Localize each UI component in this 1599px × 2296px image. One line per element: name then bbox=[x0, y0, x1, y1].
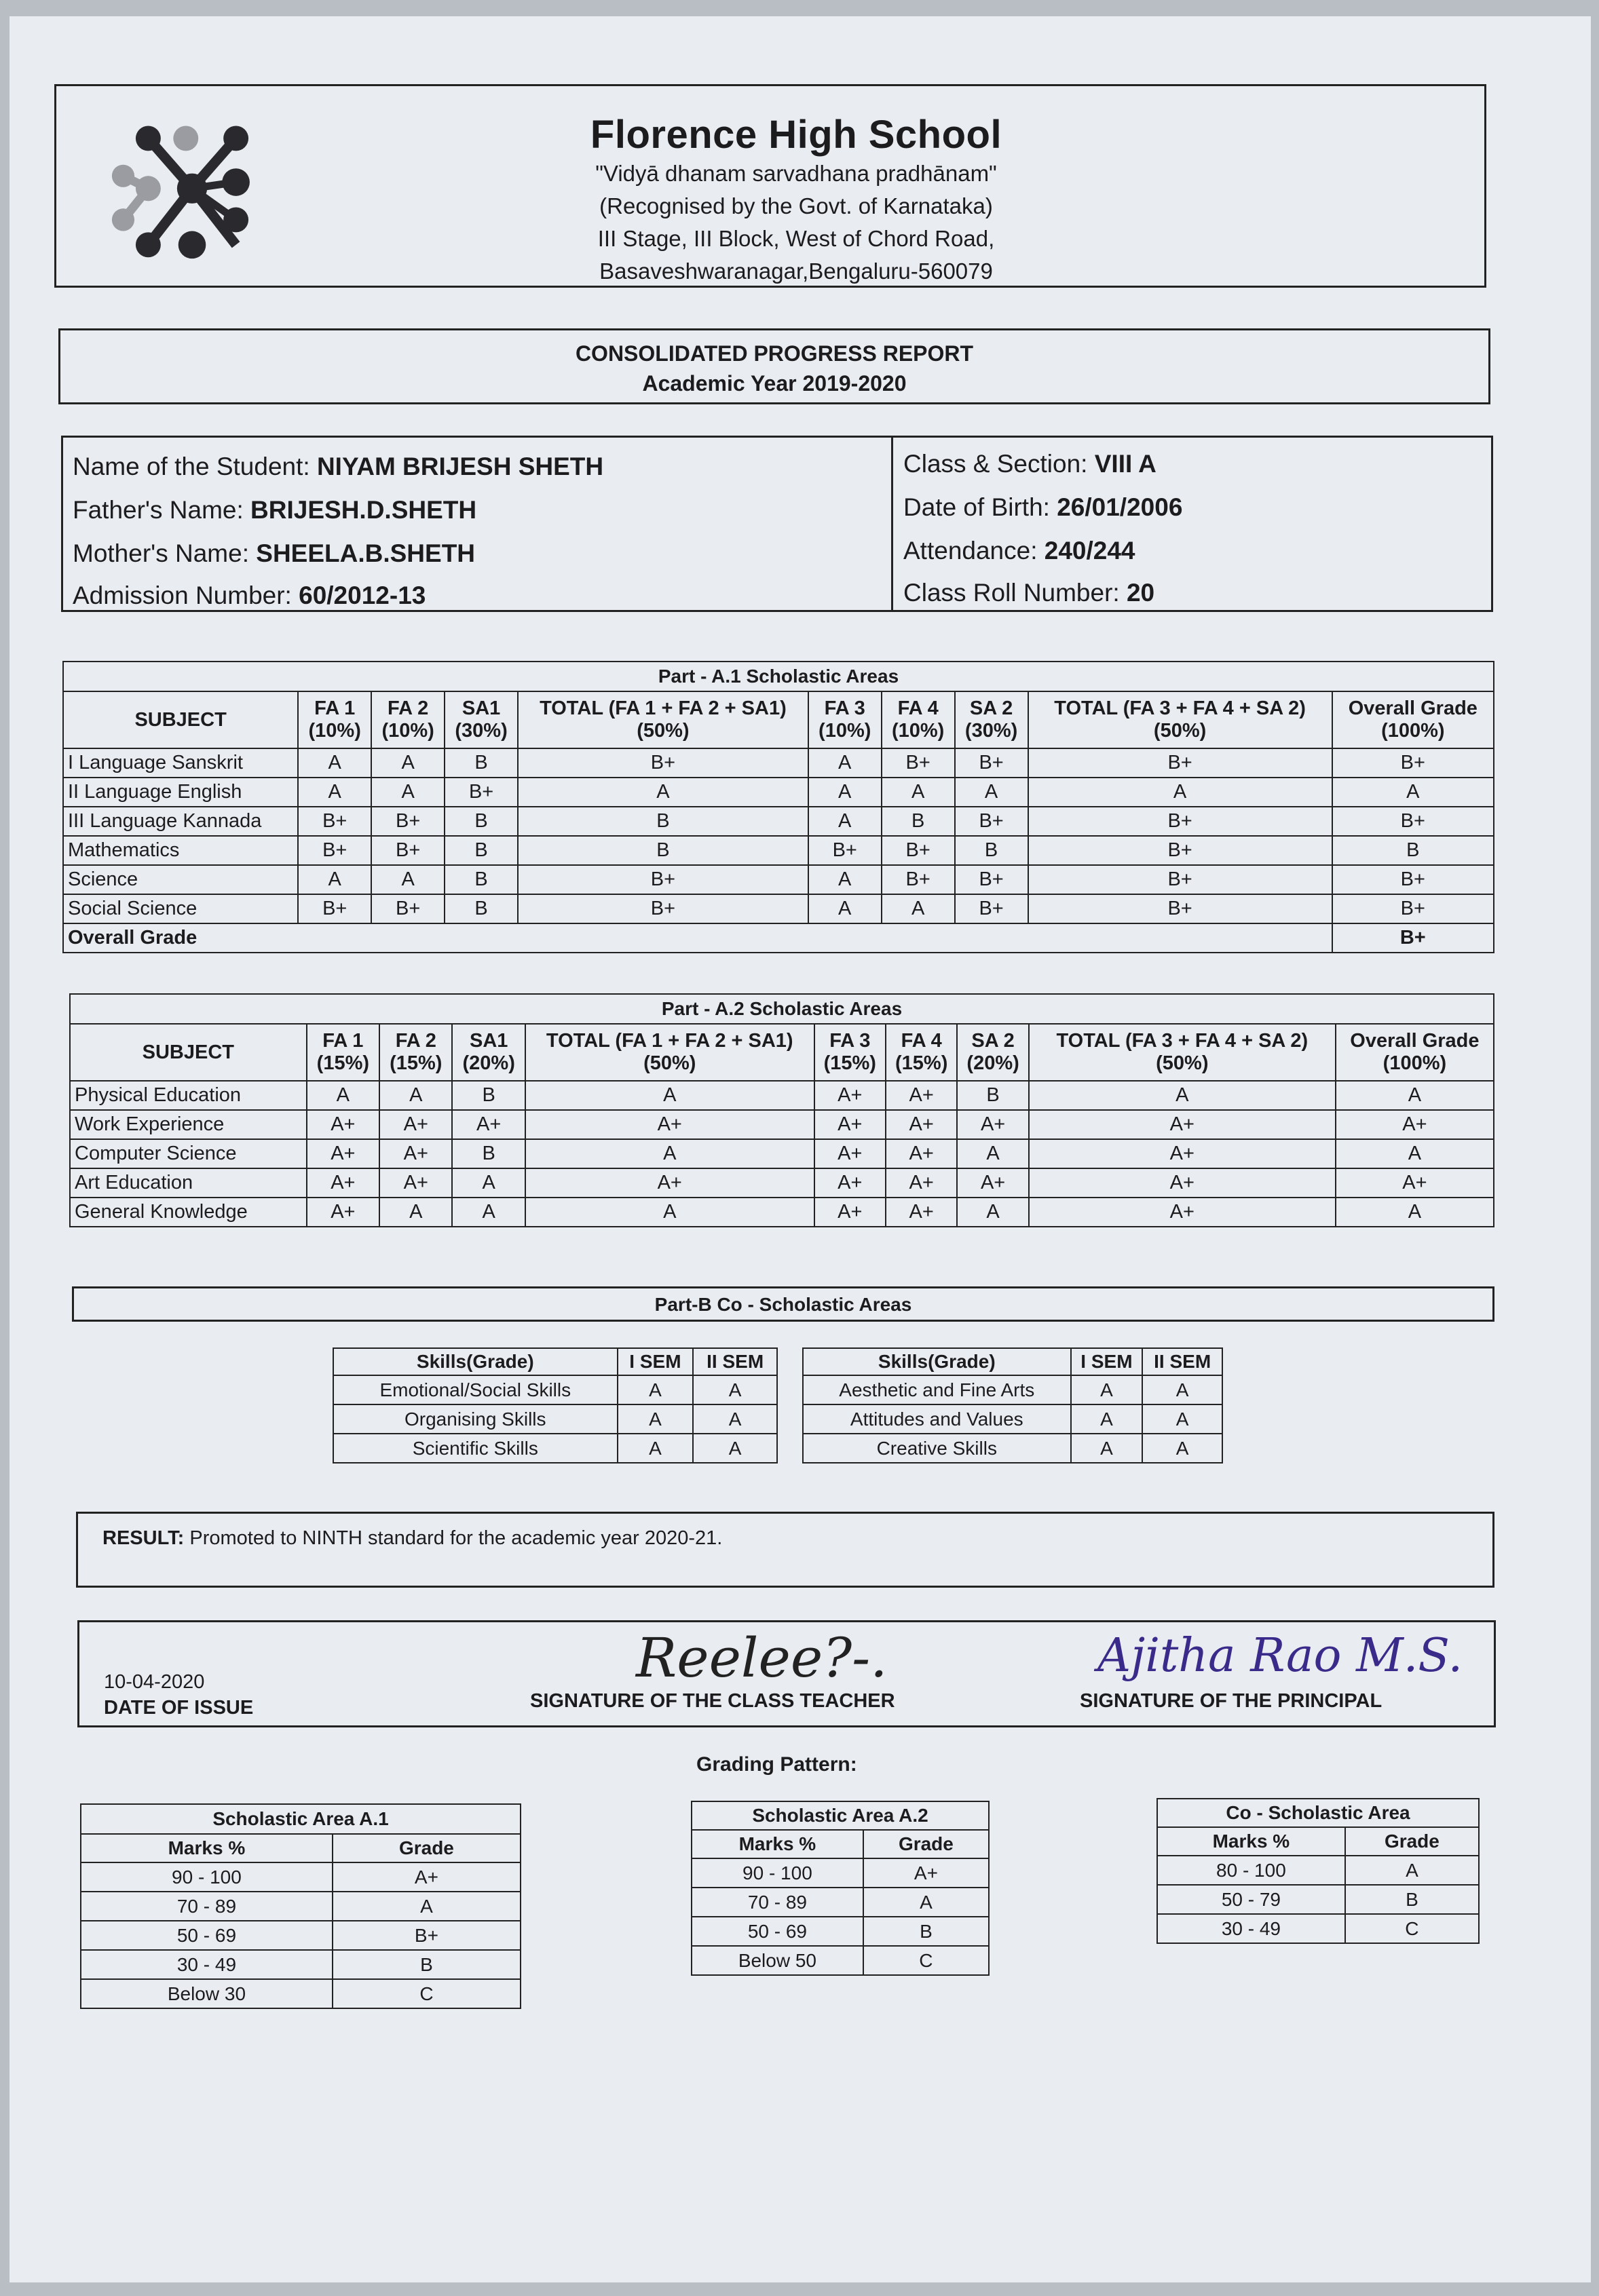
grade-cell: B+ bbox=[1332, 865, 1494, 894]
table-row bbox=[63, 836, 1494, 865]
academic-year: Academic Year 2019-2020 bbox=[642, 371, 907, 396]
grade-cell: A bbox=[298, 778, 371, 807]
grade-cell: A bbox=[298, 748, 371, 778]
a2-header-fa2: FA 2 (15%) bbox=[379, 1024, 452, 1081]
grade-cell: A+ bbox=[886, 1110, 957, 1139]
result-box bbox=[76, 1512, 1494, 1588]
a1-header-overall: Overall Grade (100%) bbox=[1332, 691, 1494, 748]
attendance: 240/244 bbox=[1044, 537, 1135, 565]
grade-cell: A bbox=[1345, 1856, 1479, 1885]
grade-cell: A bbox=[1336, 1198, 1494, 1227]
class-teacher-signature-text: Reelee?-. bbox=[636, 1626, 888, 1689]
signature-box bbox=[77, 1620, 1496, 1727]
grade-cell: B+ bbox=[298, 894, 371, 923]
grade-cell: B+ bbox=[1332, 748, 1494, 778]
mother-name-label: Mother's Name: bbox=[73, 539, 249, 567]
a2-header-sa1: SA1 (20%) bbox=[452, 1024, 525, 1081]
class-section: VIII A bbox=[1094, 450, 1156, 478]
grade-cell: B+ bbox=[1028, 807, 1332, 836]
grade-cell: B+ bbox=[445, 778, 518, 807]
grade-cell: B bbox=[452, 1139, 525, 1168]
row-label-cell: 50 - 79 bbox=[1157, 1885, 1345, 1914]
row-label-cell: Scientific Skills bbox=[333, 1434, 618, 1463]
grade-cell: B+ bbox=[955, 807, 1028, 836]
grade-cell: A+ bbox=[333, 1862, 521, 1892]
grade-cell: A bbox=[1071, 1404, 1143, 1434]
grade-cell: B+ bbox=[298, 807, 371, 836]
grade-cell: B bbox=[445, 836, 518, 865]
grade-cell: A bbox=[618, 1375, 694, 1404]
row-label-cell: 90 - 100 bbox=[692, 1858, 863, 1888]
grade-cell: A+ bbox=[1029, 1139, 1336, 1168]
table-row bbox=[692, 1888, 989, 1917]
grade-cell: A bbox=[808, 778, 882, 807]
grade-cell: A bbox=[525, 1081, 814, 1110]
grade-cell: B+ bbox=[1028, 865, 1332, 894]
admission-number: 60/2012-13 bbox=[299, 581, 426, 609]
grade-cell: A+ bbox=[814, 1198, 886, 1227]
grade-cell: A+ bbox=[1029, 1110, 1336, 1139]
partb-caption: Part-B Co - Scholastic Areas bbox=[654, 1294, 912, 1315]
grade-cell: A+ bbox=[307, 1110, 379, 1139]
overall-grade-row bbox=[63, 923, 1494, 953]
a2-header-total2: TOTAL (FA 3 + FA 4 + SA 2) (50%) bbox=[1029, 1024, 1336, 1081]
partb-left-header-skills: Skills(Grade) bbox=[333, 1348, 618, 1375]
grade-cell: A bbox=[525, 1198, 814, 1227]
grade-cell: B+ bbox=[955, 865, 1028, 894]
partb-left-header-sem1: I SEM bbox=[618, 1348, 694, 1375]
grading-a2-body bbox=[692, 1858, 989, 1975]
school-recognition: (Recognised by the Govt. of Karnataka) bbox=[599, 193, 993, 218]
grade-cell: B+ bbox=[955, 748, 1028, 778]
father-name-label: Father's Name: bbox=[73, 496, 244, 524]
row-label-cell: General Knowledge bbox=[70, 1198, 307, 1227]
grade-cell: A+ bbox=[863, 1858, 989, 1888]
grade-cell: B+ bbox=[298, 836, 371, 865]
table-row bbox=[70, 1110, 1494, 1139]
attendance-label: Attendance: bbox=[903, 537, 1038, 565]
grade-cell: A+ bbox=[1336, 1168, 1494, 1198]
table-row bbox=[1157, 1885, 1479, 1914]
grading-a1-body bbox=[81, 1862, 521, 2008]
table-row bbox=[63, 748, 1494, 778]
a2-header-overall: Overall Grade (100%) bbox=[1336, 1024, 1494, 1081]
row-label-cell: Science bbox=[63, 865, 298, 894]
grade-cell: B bbox=[452, 1081, 525, 1110]
grade-cell: B+ bbox=[371, 836, 445, 865]
grade-cell: A+ bbox=[379, 1168, 452, 1198]
class-row bbox=[903, 450, 1156, 478]
table-row bbox=[81, 1979, 521, 2008]
class-teacher-signature-label: SIGNATURE OF THE CLASS TEACHER bbox=[530, 1690, 895, 1712]
grade-cell: A bbox=[371, 778, 445, 807]
class-label: Class & Section: bbox=[903, 450, 1088, 478]
table-row bbox=[333, 1404, 777, 1434]
grade-cell: A+ bbox=[525, 1168, 814, 1198]
grade-cell: B+ bbox=[518, 894, 808, 923]
table-row bbox=[1157, 1856, 1479, 1885]
row-label-cell: 30 - 49 bbox=[1157, 1914, 1345, 1943]
grade-cell: A bbox=[808, 748, 882, 778]
table-row bbox=[63, 778, 1494, 807]
partb-right-header-sem2: II SEM bbox=[1142, 1348, 1222, 1375]
grade-cell: B bbox=[1332, 836, 1494, 865]
grade-cell: A+ bbox=[886, 1139, 957, 1168]
grade-cell: B bbox=[445, 748, 518, 778]
table-row bbox=[70, 1139, 1494, 1168]
principal-signature-label: SIGNATURE OF THE PRINCIPAL bbox=[1080, 1690, 1382, 1712]
partb-caption-box bbox=[72, 1286, 1494, 1322]
grade-cell: A+ bbox=[886, 1198, 957, 1227]
a2-body bbox=[70, 1081, 1494, 1227]
a1-header-subject: SUBJECT bbox=[63, 691, 298, 748]
grade-cell: A bbox=[371, 865, 445, 894]
grade-cell: A bbox=[882, 778, 955, 807]
scholastic-a1-table bbox=[62, 661, 1494, 953]
mother-name: SHEELA.B.SHETH bbox=[256, 539, 476, 567]
row-label-cell: Emotional/Social Skills bbox=[333, 1375, 618, 1404]
grade-cell: A bbox=[1336, 1139, 1494, 1168]
grade-cell: A bbox=[693, 1434, 777, 1463]
grade-cell: B bbox=[333, 1950, 521, 1979]
report-title-box bbox=[58, 328, 1490, 404]
result-label: RESULT: bbox=[102, 1527, 185, 1549]
father-name: BRIJESH.D.SHETH bbox=[250, 496, 477, 524]
grade-cell: A+ bbox=[1029, 1198, 1336, 1227]
partb-right-header-skills: Skills(Grade) bbox=[803, 1348, 1071, 1375]
row-label-cell: Below 50 bbox=[692, 1946, 863, 1975]
student-name: NIYAM BRIJESH SHETH bbox=[316, 453, 604, 480]
a2-caption: Part - A.2 Scholastic Areas bbox=[70, 994, 1494, 1024]
table-row bbox=[1157, 1914, 1479, 1943]
grade-cell: C bbox=[863, 1946, 989, 1975]
table-row bbox=[81, 1862, 521, 1892]
grade-cell: C bbox=[1345, 1914, 1479, 1943]
grading-a2-title: Scholastic Area A.2 bbox=[692, 1801, 989, 1830]
grade-cell: A bbox=[618, 1434, 694, 1463]
grade-cell: A bbox=[371, 748, 445, 778]
grade-cell: A+ bbox=[814, 1139, 886, 1168]
table-row bbox=[63, 894, 1494, 923]
admission-label: Admission Number: bbox=[73, 581, 292, 609]
grade-cell: B bbox=[518, 807, 808, 836]
a1-header-fa1: FA 1 (10%) bbox=[298, 691, 371, 748]
grade-cell: B+ bbox=[882, 748, 955, 778]
grading-a2-header-grade: Grade bbox=[863, 1830, 989, 1858]
grade-cell: C bbox=[333, 1979, 521, 2008]
row-label-cell: 70 - 89 bbox=[692, 1888, 863, 1917]
student-info-box bbox=[61, 436, 1493, 612]
issue-date-label: DATE OF ISSUE bbox=[104, 1697, 254, 1719]
grade-cell: B bbox=[518, 836, 808, 865]
row-label-cell: I Language Sanskrit bbox=[63, 748, 298, 778]
grade-cell: B+ bbox=[333, 1921, 521, 1950]
class-roll-number: 20 bbox=[1126, 579, 1155, 607]
student-name-row bbox=[73, 453, 603, 481]
grading-co-header-marks: Marks % bbox=[1157, 1827, 1345, 1856]
grade-cell: A bbox=[1028, 778, 1332, 807]
dob-label: Date of Birth: bbox=[903, 493, 1050, 521]
grade-cell: B+ bbox=[1332, 807, 1494, 836]
roll-row bbox=[903, 579, 1154, 607]
table-row bbox=[692, 1946, 989, 1975]
grade-cell: A bbox=[693, 1375, 777, 1404]
grading-co-header-grade: Grade bbox=[1345, 1827, 1479, 1856]
grade-cell: B bbox=[957, 1081, 1028, 1110]
father-name-row bbox=[73, 496, 476, 524]
grade-cell: A+ bbox=[1336, 1110, 1494, 1139]
school-header-box bbox=[54, 84, 1486, 288]
grade-cell: B+ bbox=[808, 836, 882, 865]
row-label-cell: 50 - 69 bbox=[81, 1921, 333, 1950]
grading-co-title: Co - Scholastic Area bbox=[1157, 1799, 1479, 1827]
dob-row bbox=[903, 493, 1182, 522]
grade-cell: B+ bbox=[371, 894, 445, 923]
grade-cell: A bbox=[618, 1404, 694, 1434]
school-logo-icon bbox=[111, 113, 274, 276]
coscholastic-right-table bbox=[802, 1347, 1223, 1463]
grade-cell: A bbox=[1071, 1375, 1143, 1404]
grade-cell: A+ bbox=[886, 1168, 957, 1198]
grading-a2-table bbox=[691, 1801, 990, 1976]
row-label-cell: Social Science bbox=[63, 894, 298, 923]
grade-cell: A bbox=[693, 1404, 777, 1434]
a2-header-fa3: FA 3 (15%) bbox=[814, 1024, 886, 1081]
grade-cell: A bbox=[452, 1168, 525, 1198]
table-row bbox=[333, 1375, 777, 1404]
grade-cell: B+ bbox=[1028, 894, 1332, 923]
grade-cell: A+ bbox=[379, 1110, 452, 1139]
grade-cell: A bbox=[957, 1198, 1028, 1227]
grading-co-table bbox=[1156, 1798, 1480, 1944]
grading-pattern-title: Grading Pattern: bbox=[696, 1753, 857, 1776]
grade-cell: B+ bbox=[371, 807, 445, 836]
partb-right-body bbox=[803, 1375, 1222, 1463]
table-row bbox=[803, 1375, 1222, 1404]
table-row bbox=[81, 1950, 521, 1979]
row-label-cell: Organising Skills bbox=[333, 1404, 618, 1434]
grade-cell: B bbox=[445, 894, 518, 923]
a2-header-fa4: FA 4 (15%) bbox=[886, 1024, 957, 1081]
grading-co-body bbox=[1157, 1856, 1479, 1943]
grade-cell: A+ bbox=[525, 1110, 814, 1139]
grade-cell: A bbox=[808, 807, 882, 836]
grade-cell: A bbox=[333, 1892, 521, 1921]
grade-cell: B bbox=[445, 807, 518, 836]
a1-header-fa3: FA 3 (10%) bbox=[808, 691, 882, 748]
school-name: Florence High School bbox=[590, 113, 1002, 157]
grade-cell: B bbox=[445, 865, 518, 894]
table-row bbox=[692, 1858, 989, 1888]
row-label-cell: 90 - 100 bbox=[81, 1862, 333, 1892]
grade-cell: B+ bbox=[1028, 836, 1332, 865]
row-label-cell: Below 30 bbox=[81, 1979, 333, 2008]
table-row bbox=[333, 1434, 777, 1463]
row-label-cell: Creative Skills bbox=[803, 1434, 1071, 1463]
grading-a1-table bbox=[80, 1803, 521, 2009]
a1-header-total2: TOTAL (FA 3 + FA 4 + SA 2) (50%) bbox=[1028, 691, 1332, 748]
row-label-cell: 70 - 89 bbox=[81, 1892, 333, 1921]
grade-cell: B+ bbox=[518, 748, 808, 778]
a2-header-sa2: SA 2 (20%) bbox=[957, 1024, 1028, 1081]
grade-cell: B+ bbox=[518, 865, 808, 894]
result-value: Promoted to NINTH standard for the academic year 2020-21. bbox=[184, 1527, 723, 1549]
row-label-cell: Mathematics bbox=[63, 836, 298, 865]
a1-body bbox=[63, 748, 1494, 953]
row-label-cell: II Language English bbox=[63, 778, 298, 807]
grading-a1-title: Scholastic Area A.1 bbox=[81, 1804, 521, 1834]
row-label-cell: Art Education bbox=[70, 1168, 307, 1198]
coscholastic-left-table bbox=[333, 1347, 778, 1463]
grade-cell: A+ bbox=[307, 1139, 379, 1168]
grade-cell: B bbox=[863, 1917, 989, 1946]
grading-a1-header-grade: Grade bbox=[333, 1834, 521, 1862]
table-row bbox=[81, 1921, 521, 1950]
row-label-cell: Work Experience bbox=[70, 1110, 307, 1139]
grade-cell: B+ bbox=[955, 894, 1028, 923]
grade-cell: B+ bbox=[882, 836, 955, 865]
principal-signature bbox=[1091, 1610, 1463, 1698]
table-row bbox=[803, 1434, 1222, 1463]
a1-header-total1: TOTAL (FA 1 + FA 2 + SA1) (50%) bbox=[518, 691, 808, 748]
table-row bbox=[63, 807, 1494, 836]
roll-label: Class Roll Number: bbox=[903, 579, 1120, 607]
grade-cell: A+ bbox=[814, 1168, 886, 1198]
a1-header-sa1: SA1 (30%) bbox=[445, 691, 518, 748]
grade-cell: A bbox=[1142, 1375, 1222, 1404]
table-row bbox=[81, 1892, 521, 1921]
grade-cell: A+ bbox=[452, 1110, 525, 1139]
result-text bbox=[102, 1527, 722, 1550]
a1-header-fa2: FA 2 (10%) bbox=[371, 691, 445, 748]
attendance-row bbox=[903, 537, 1135, 565]
report-title: CONSOLIDATED PROGRESS REPORT bbox=[575, 341, 974, 366]
grade-cell: A bbox=[1029, 1081, 1336, 1110]
grade-cell: A bbox=[1332, 778, 1494, 807]
grade-cell: A+ bbox=[814, 1110, 886, 1139]
grade-cell: A+ bbox=[379, 1139, 452, 1168]
a2-header-fa1: FA 1 (15%) bbox=[307, 1024, 379, 1081]
row-label-cell: Computer Science bbox=[70, 1139, 307, 1168]
grade-cell: B bbox=[1345, 1885, 1479, 1914]
a1-header-fa4: FA 4 (10%) bbox=[882, 691, 955, 748]
overall-grade-label: Overall Grade bbox=[63, 923, 1332, 953]
row-label-cell: Physical Education bbox=[70, 1081, 307, 1110]
principal-signature-text: Ajitha Rao M.S. bbox=[1097, 1629, 1463, 1683]
student-name-label: Name of the Student: bbox=[73, 453, 310, 480]
report-sheet bbox=[10, 16, 1591, 2282]
grade-cell: A bbox=[882, 894, 955, 923]
issue-date: 10-04-2020 bbox=[104, 1671, 205, 1693]
grade-cell: A bbox=[379, 1081, 452, 1110]
partb-left-body bbox=[333, 1375, 777, 1463]
row-label-cell: III Language Kannada bbox=[63, 807, 298, 836]
grade-cell: A+ bbox=[886, 1081, 957, 1110]
table-row bbox=[63, 865, 1494, 894]
scholastic-a2-table bbox=[69, 993, 1494, 1227]
grade-cell: A bbox=[307, 1081, 379, 1110]
grade-cell: A+ bbox=[957, 1168, 1028, 1198]
grade-cell: A bbox=[957, 1139, 1028, 1168]
grade-cell: A+ bbox=[814, 1081, 886, 1110]
grade-cell: A bbox=[955, 778, 1028, 807]
grade-cell: A bbox=[1142, 1434, 1222, 1463]
a1-header-sa2: SA 2 (30%) bbox=[955, 691, 1028, 748]
row-label-cell: Aesthetic and Fine Arts bbox=[803, 1375, 1071, 1404]
grade-cell: A bbox=[298, 865, 371, 894]
table-row bbox=[70, 1168, 1494, 1198]
grade-cell: A bbox=[518, 778, 808, 807]
a2-header-total1: TOTAL (FA 1 + FA 2 + SA1) (50%) bbox=[525, 1024, 814, 1081]
table-row bbox=[803, 1404, 1222, 1434]
partb-left-header-sem2: II SEM bbox=[693, 1348, 777, 1375]
row-label-cell: 30 - 49 bbox=[81, 1950, 333, 1979]
grade-cell: B bbox=[882, 807, 955, 836]
mother-name-row bbox=[73, 539, 475, 568]
grade-cell: B+ bbox=[1028, 748, 1332, 778]
grade-cell: A bbox=[452, 1198, 525, 1227]
grading-a1-header-marks: Marks % bbox=[81, 1834, 333, 1862]
a2-header-subject: SUBJECT bbox=[70, 1024, 307, 1081]
row-label-cell: 80 - 100 bbox=[1157, 1856, 1345, 1885]
grade-cell: A+ bbox=[1029, 1168, 1336, 1198]
grade-cell: A bbox=[525, 1139, 814, 1168]
grade-cell: A bbox=[808, 894, 882, 923]
grade-cell: A bbox=[808, 865, 882, 894]
grade-cell: A+ bbox=[957, 1110, 1028, 1139]
grade-cell: A bbox=[379, 1198, 452, 1227]
admission-row bbox=[73, 581, 426, 610]
row-label-cell: Attitudes and Values bbox=[803, 1404, 1071, 1434]
grade-cell: B+ bbox=[1332, 894, 1494, 923]
overall-grade-value: B+ bbox=[1332, 923, 1494, 953]
table-row bbox=[692, 1917, 989, 1946]
grade-cell: B bbox=[955, 836, 1028, 865]
grade-cell: B+ bbox=[882, 865, 955, 894]
grade-cell: A bbox=[1142, 1404, 1222, 1434]
class-teacher-signature bbox=[622, 1622, 888, 1697]
grade-cell: A+ bbox=[307, 1198, 379, 1227]
grade-cell: A bbox=[863, 1888, 989, 1917]
grade-cell: A+ bbox=[307, 1168, 379, 1198]
date-of-birth: 26/01/2006 bbox=[1057, 493, 1183, 521]
school-motto: "Vidyā dhanam sarvadhana pradhānam" bbox=[595, 161, 997, 186]
table-row bbox=[70, 1198, 1494, 1227]
table-row bbox=[70, 1081, 1494, 1110]
grading-a2-header-marks: Marks % bbox=[692, 1830, 863, 1858]
info-divider bbox=[891, 438, 893, 610]
grade-cell: A bbox=[1071, 1434, 1143, 1463]
grade-cell: A bbox=[1336, 1081, 1494, 1110]
row-label-cell: 50 - 69 bbox=[692, 1917, 863, 1946]
school-address-line2: Basaveshwaranagar,Bengaluru-560079 bbox=[599, 259, 993, 284]
school-address-line1: III Stage, III Block, West of Chord Road, bbox=[597, 226, 995, 251]
a1-caption: Part - A.1 Scholastic Areas bbox=[63, 662, 1494, 691]
partb-right-header-sem1: I SEM bbox=[1071, 1348, 1143, 1375]
